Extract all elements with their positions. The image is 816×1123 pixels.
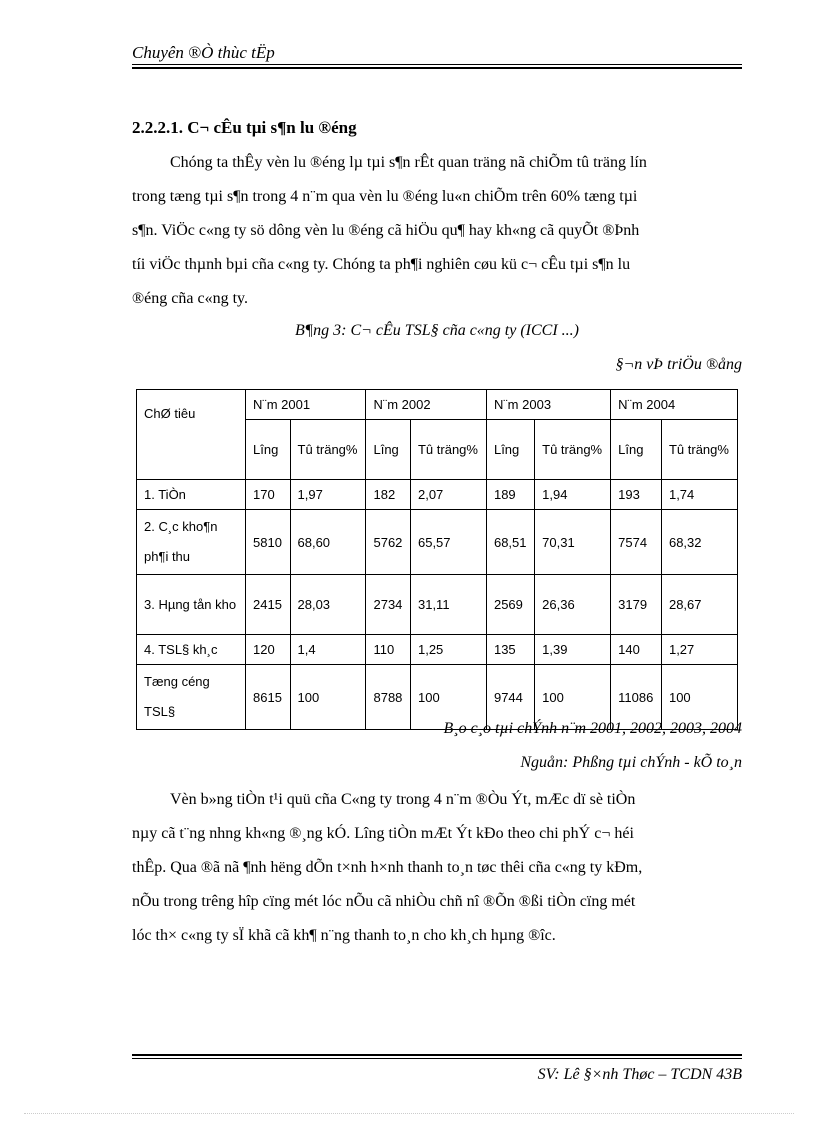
paragraph-line: nµy cã t¨ng nhng kh«ng ®¸ng kÓ. Lîng tiÒn mÆt Ýt kÐo theo chi phÝ c¬ héi — [132, 825, 634, 842]
table-cell: 28,67 — [661, 575, 737, 635]
year-header: N¨m 2002 — [366, 390, 486, 420]
sub-header: Lîng — [246, 420, 291, 480]
sub-header: Tû träng% — [410, 420, 486, 480]
year-header: N¨m 2003 — [486, 390, 610, 420]
table-cell: 170 — [246, 480, 291, 510]
table-cell: 135 — [486, 635, 534, 665]
table-cell: 7574 — [611, 510, 662, 575]
row-header-cell: ChØ tiêu — [137, 390, 246, 480]
table-cell: 1,25 — [410, 635, 486, 665]
footer-rule — [132, 1054, 742, 1059]
running-footer: SV: Lê §×nh Thøc – TCDN 43B — [537, 1066, 742, 1083]
table-cell: 28,03 — [290, 575, 366, 635]
table-cell: 120 — [246, 635, 291, 665]
table-cell: 193 — [611, 480, 662, 510]
row-label: 2. C¸c kho¶n ph¶i thu — [137, 510, 246, 575]
row-label: Tæng céng TSL§ — [137, 665, 246, 730]
paragraph-line: trong tæng tµi s¶n trong 4 n¨m qua vèn lu ®éng lu«n chiÕm trên 60% tæng tµi — [132, 188, 638, 205]
year-header: N¨m 2004 — [611, 390, 738, 420]
table-cell: 110 — [366, 635, 411, 665]
paragraph-line: Chóng ta thÊy vèn lu ®éng lµ tµi s¶n rÊt quan träng nã chiÕm tû träng lín — [170, 154, 647, 171]
paragraph-line: Vèn b»ng tiÒn t¹i quü cña C«ng ty trong 4 n¨m ®Òu Ýt, mÆc dï sè tiÒn — [170, 791, 636, 808]
table-cell: 70,31 — [535, 510, 611, 575]
sub-header: Lîng — [366, 420, 411, 480]
paragraph-line: thÊp. Qua ®ã nã ¶nh hëng dÕn t×nh h×nh thanh to¸n tøc thêi cña c«ng ty kÐm, — [132, 859, 643, 876]
sub-header: Lîng — [486, 420, 534, 480]
unit-label: §¬n vÞ triÖu ®ång — [615, 356, 742, 373]
table-cell: 68,32 — [661, 510, 737, 575]
header-rule — [132, 64, 742, 69]
table-cell: 100 — [410, 665, 486, 730]
row-label: 1. TiÒn — [137, 480, 246, 510]
table-cell: 1,74 — [661, 480, 737, 510]
sub-header: Tû träng% — [535, 420, 611, 480]
table-cell: 189 — [486, 480, 534, 510]
table-cell: 9744 — [486, 665, 534, 730]
table-cell: 1,39 — [535, 635, 611, 665]
table-cell: 1,27 — [661, 635, 737, 665]
page-edge-divider — [24, 1113, 794, 1114]
table-cell: 3179 — [611, 575, 662, 635]
asset-structure-table — [136, 389, 738, 730]
sub-header: Tû träng% — [290, 420, 366, 480]
table-cell: 100 — [290, 665, 366, 730]
table-cell: 1,94 — [535, 480, 611, 510]
table-cell: 8615 — [246, 665, 291, 730]
running-header: Chuyên ®Ò thùc tËp — [132, 43, 275, 62]
table-row — [137, 575, 738, 635]
table-cell: 2415 — [246, 575, 291, 635]
paragraph-line: lóc th× c«ng ty sÏ khã cã kh¶ n¨ng thanh to¸n cho kh¸ch hµng ®îc. — [132, 927, 556, 944]
row-label: 3. Hµng tån kho — [137, 575, 246, 635]
table-row — [137, 480, 738, 510]
table-cell: 68,51 — [486, 510, 534, 575]
table-cell: 1,4 — [290, 635, 366, 665]
table-cell: 1,97 — [290, 480, 366, 510]
table-header-row — [137, 390, 738, 420]
table-cell: 65,57 — [410, 510, 486, 575]
table-cell: 11086 — [611, 665, 662, 730]
row-label: 4. TSL§ kh¸c — [137, 635, 246, 665]
table-cell: 140 — [611, 635, 662, 665]
table-cell: 5810 — [246, 510, 291, 575]
paragraph-1 — [132, 146, 742, 316]
table-cell: 182 — [366, 480, 411, 510]
table-cell: 5762 — [366, 510, 411, 575]
sub-header: Lîng — [611, 420, 662, 480]
table-row — [137, 510, 738, 575]
paragraph-line: tíi viÖc thµnh bµi cña c«ng ty. Chóng ta ph¶i nghiên cøu kü c¬ cÊu tµi s¶n lu — [132, 256, 631, 273]
paragraph-line: nÕu trong trêng hîp cïng mét lóc nÕu cã nhiÒu chñ nî ®Õn ®ßi tiÒn cïng mét — [132, 893, 636, 910]
section-heading: 2.2.2.1. C¬ cÊu tµi s¶n lu ®éng — [132, 118, 357, 137]
source-note-report: B¸o c¸o tµi chÝnh n¨m 2001, 2002, 2003, 2004 — [443, 720, 742, 737]
sub-header: Tû träng% — [661, 420, 737, 480]
table-cell: 2734 — [366, 575, 411, 635]
table-cell: 68,60 — [290, 510, 366, 575]
table-cell: 100 — [535, 665, 611, 730]
paragraph-line: ®éng cña c«ng ty. — [132, 290, 248, 307]
table-cell: 2,07 — [410, 480, 486, 510]
table-cell: 2569 — [486, 575, 534, 635]
paragraph-line: s¶n. ViÖc c«ng ty sö dông vèn lu ®éng cã hiÖu qu¶ hay kh«ng cã quyÕt ®Þnh — [132, 222, 640, 239]
table-cell: 31,11 — [410, 575, 486, 635]
table-row — [137, 635, 738, 665]
source-note-department: Nguån: Phßng tµi chÝnh - kÕ to¸n — [520, 754, 742, 771]
table-cell: 8788 — [366, 665, 411, 730]
table-cell: 100 — [661, 665, 737, 730]
year-header: N¨m 2001 — [246, 390, 366, 420]
paragraph-2 — [132, 783, 742, 953]
table-caption: B¶ng 3: C¬ cÊu TSL§ cña c«ng ty (ICCI ...) — [294, 322, 579, 339]
table-cell: 26,36 — [535, 575, 611, 635]
